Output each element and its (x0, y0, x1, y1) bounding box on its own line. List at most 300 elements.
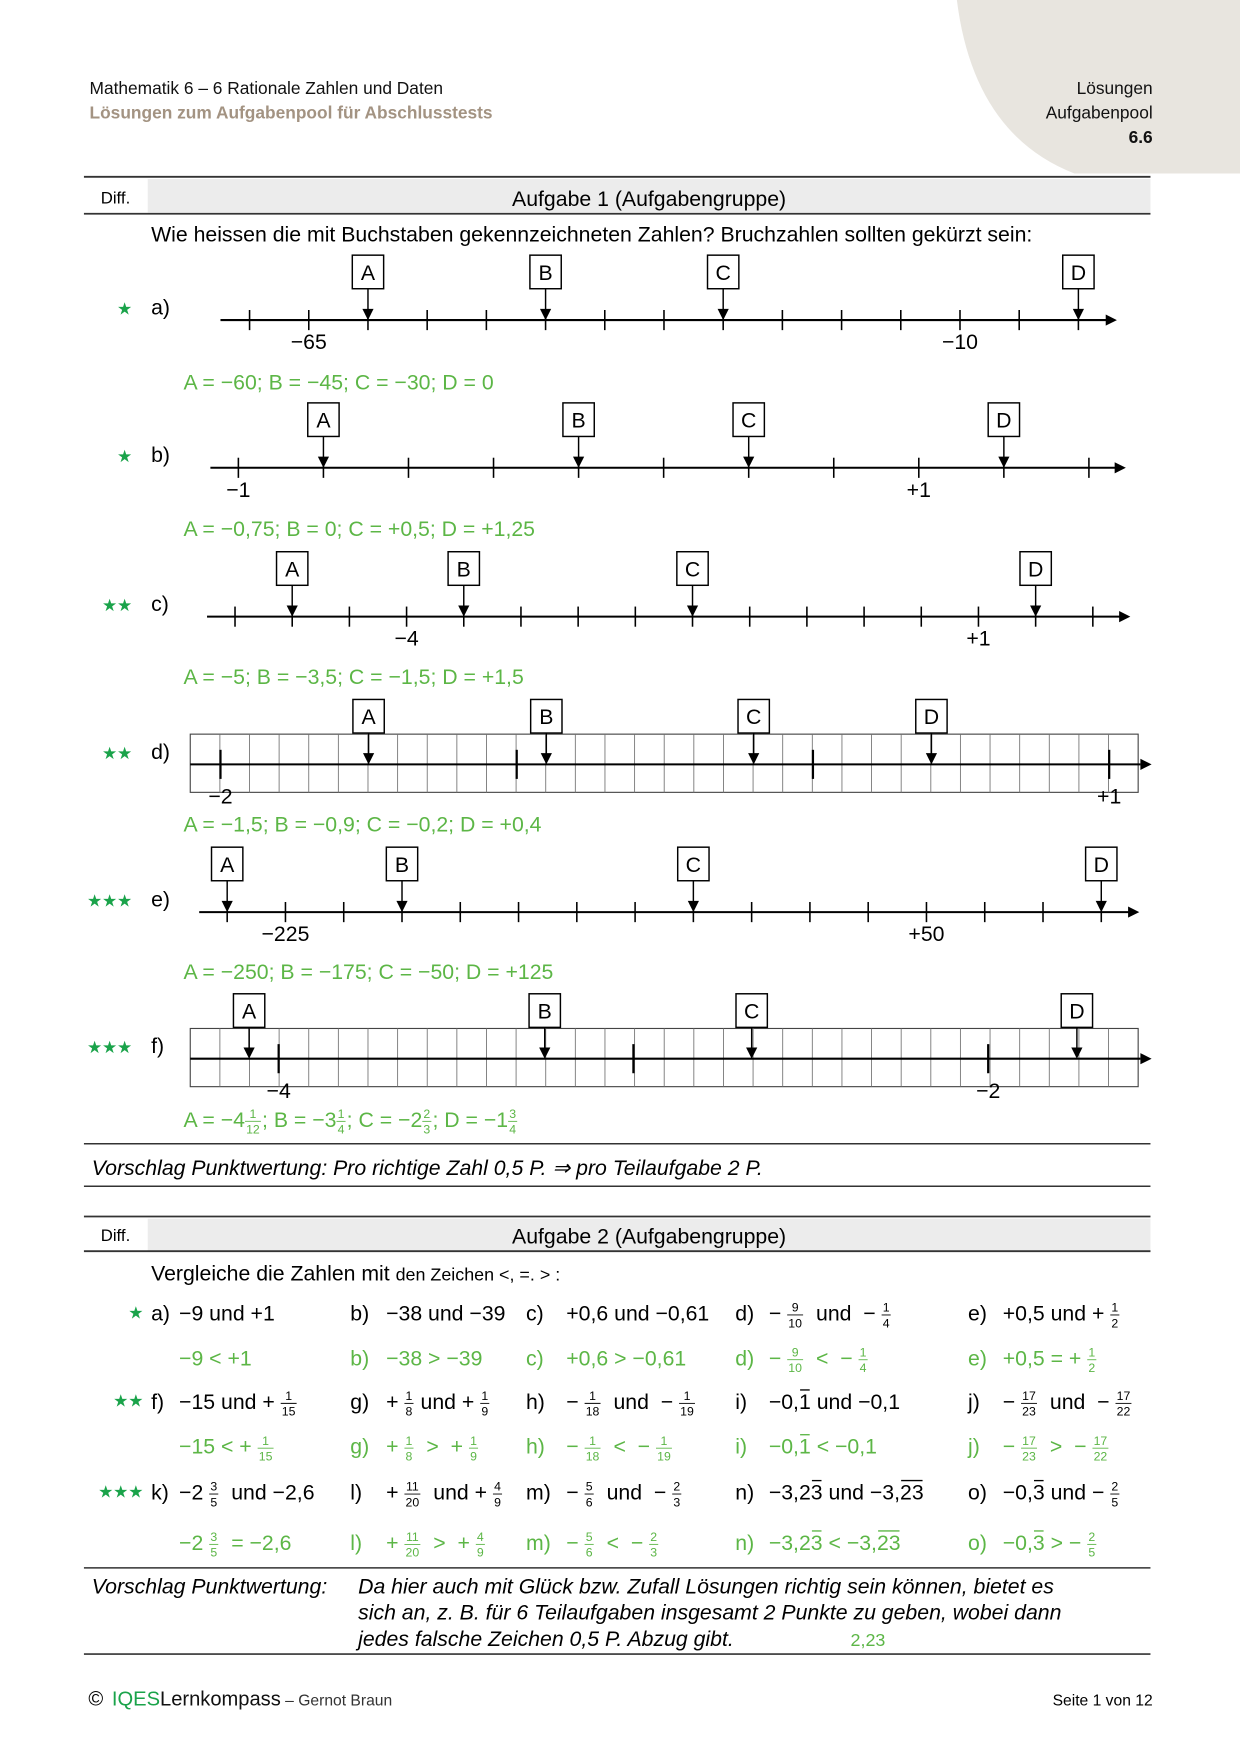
fraction-denominator: 9 (476, 1545, 484, 1560)
arrow-down-icon (539, 1047, 550, 1058)
comparison-answer (735, 1345, 867, 1375)
expr-text: und − (601, 1389, 680, 1414)
answer-text: A = −0,75; B = 0; C = +0,5; D = +1,25 (183, 517, 536, 542)
fraction-numerator: 1 (683, 1389, 691, 1404)
fraction-numerator: 2 (673, 1479, 681, 1494)
difficulty-stars: ★ (117, 299, 133, 319)
marker-letter: C (684, 557, 701, 582)
answer-text: A = −250; B = −175; C = −50; D = +125 (183, 960, 554, 985)
number-line-c (102, 552, 1130, 689)
number-line-a (117, 255, 1117, 394)
fraction-numerator: 1 (405, 1389, 413, 1404)
fraction-denominator: 3 (673, 1495, 681, 1510)
comparison-answer (179, 1346, 252, 1370)
fraction-numerator: 1 (285, 1389, 293, 1404)
expr-text: < −0,1 (810, 1434, 877, 1459)
fraction-denominator: 4 (859, 1361, 867, 1376)
fraction-numerator: 11 (406, 1479, 419, 1494)
fraction-numerator: 17 (1093, 1433, 1108, 1448)
comparison-answer (735, 1435, 877, 1459)
comparison-item (350, 1302, 505, 1326)
answer-text: A = −1,5; B = −0,9; C = −0,2; D = +0,4 (183, 812, 542, 837)
item-label: i) (735, 1434, 748, 1459)
marker-letter: C (741, 408, 757, 433)
task2-question (151, 1261, 560, 1285)
fraction-numerator: 1 (249, 1107, 257, 1122)
expr-text: −0, (768, 1389, 799, 1414)
comparison-answer (735, 1531, 900, 1555)
arrow-down-icon (1030, 605, 1041, 616)
fraction-numerator: 1 (859, 1345, 867, 1360)
arrow-down-icon (1073, 309, 1084, 320)
expr-text: −15 < + (179, 1434, 258, 1459)
fraction-denominator: 9 (494, 1495, 501, 1510)
tick-label: −4 (266, 1078, 291, 1103)
comparison-item (526, 1480, 681, 1510)
arrow-down-icon (687, 605, 698, 616)
expr-text: − (768, 1301, 788, 1326)
tick-label: −2 (208, 784, 233, 809)
difficulty-stars: ★★★ (98, 1482, 144, 1502)
expr-text: −2 (179, 1480, 210, 1505)
comparison-item (151, 1480, 314, 1510)
fraction-denominator: 15 (281, 1404, 296, 1419)
comparison-answer (350, 1346, 482, 1370)
item-label: n) (735, 1480, 755, 1505)
comparison-item (735, 1390, 900, 1414)
marker-letter: D (996, 408, 1012, 433)
arrow-down-icon (1096, 901, 1107, 912)
expr-text: −3,2 (768, 1530, 811, 1555)
item-label: j) (968, 1389, 980, 1414)
fraction-numerator: 2 (1111, 1479, 1119, 1494)
expr-text: −0, (1002, 1530, 1033, 1555)
marker-letter: A (316, 408, 331, 433)
expr-text: −15 und + (179, 1389, 281, 1414)
arrow-head-icon (1106, 314, 1117, 325)
task1-question: Wie heissen die mit Buchstaben gekennzeichneten Zahlen? Bruchzahlen sollten gekürzt sein: (151, 222, 1033, 247)
fraction-numerator: 4 (476, 1530, 484, 1545)
comparison-item (735, 1301, 890, 1331)
difficulty-stars: ★ (128, 1303, 144, 1323)
comparison-item (526, 1389, 695, 1419)
task1-title: Aufgabe 1 (Aufgabengruppe) (512, 186, 787, 211)
expr-text: > + (421, 1530, 476, 1555)
expr-text: > + (414, 1434, 469, 1459)
fraction-numerator: 11 (406, 1530, 419, 1545)
expr-text: − (1002, 1389, 1022, 1414)
subtask-label: a) (151, 295, 170, 320)
fraction-denominator: 4 (882, 1316, 890, 1331)
task1-header (84, 177, 1151, 214)
comparison-answer (350, 1530, 485, 1560)
fraction-denominator: 2 (1111, 1316, 1119, 1331)
arrow-down-icon (541, 753, 552, 764)
repeating-digits: 3 (1032, 1530, 1045, 1555)
expr-text: +0,5 = + (1002, 1346, 1088, 1371)
item-label: c) (525, 1346, 544, 1371)
arrow-down-icon (287, 605, 298, 616)
tick-label: −1 (226, 477, 251, 502)
comparison-answer (968, 1345, 1096, 1375)
expr-text: und −2,6 (219, 1480, 315, 1505)
expr-text: ; B = −3 (262, 1107, 337, 1132)
copyright-icon: © (88, 1688, 104, 1711)
marker-letter: C (715, 260, 731, 285)
comparison-answer (967, 1434, 1108, 1464)
item-label: o) (968, 1480, 987, 1505)
fraction-numerator: 1 (481, 1389, 489, 1404)
marker-letter: C (743, 999, 760, 1024)
fraction-numerator: 1 (262, 1433, 270, 1448)
fraction-numerator: 1 (337, 1107, 345, 1122)
comparison-item (968, 1301, 1119, 1331)
fraction-numerator: 1 (589, 1433, 596, 1448)
tick-label: −10 (941, 330, 979, 355)
marker-letter: A (220, 852, 235, 877)
fraction-numerator: 1 (882, 1300, 890, 1315)
fraction-denominator: 6 (585, 1495, 593, 1510)
comparison-answer (179, 1530, 291, 1560)
repeating-digits: 23 (876, 1530, 901, 1555)
subtask-label: c) (151, 592, 169, 617)
marker-letter: A (285, 557, 300, 582)
arrow-down-icon (222, 901, 233, 912)
expr-text: A = −4 (183, 1107, 245, 1132)
repeating-digits: 1 (798, 1434, 811, 1459)
fraction-denominator: 9 (470, 1449, 477, 1464)
tick-label: −2 (976, 1078, 1001, 1103)
marker-letter: B (537, 999, 552, 1024)
fraction-denominator: 10 (788, 1316, 802, 1331)
expr-text: − (1002, 1434, 1022, 1459)
item-label: m) (525, 1530, 551, 1555)
expr-text: und − (804, 1301, 882, 1326)
scoring-line: Da hier auch mit Glück bzw. Zufall Lösungen richtig sein können, bietet es (358, 1574, 1054, 1599)
expr-text: und −0,1 (810, 1389, 901, 1414)
comparison-item (350, 1389, 489, 1419)
fraction-numerator: 3 (210, 1530, 218, 1545)
fraction-denominator: 18 (585, 1404, 600, 1419)
marker-letter: A (360, 260, 376, 285)
fraction-denominator: 19 (680, 1404, 694, 1419)
arrow-down-icon (688, 901, 699, 912)
item-label: h) (525, 1434, 545, 1459)
expr-text: < − (804, 1346, 859, 1371)
fraction-denominator: 4 (509, 1122, 517, 1137)
number-line-d (102, 699, 1152, 836)
scoring-label: Vorschlag Punktwertung: (91, 1574, 328, 1599)
expr-text: < − (601, 1434, 656, 1459)
item-label: g) (350, 1434, 370, 1459)
expr-text: −9 < +1 (179, 1346, 252, 1371)
fraction-denominator: 19 (657, 1449, 671, 1464)
expr-text: −3,2 (768, 1480, 811, 1505)
expr-text: < − (594, 1530, 650, 1555)
marker-letter: B (456, 557, 471, 582)
arrow-head-icon (1128, 906, 1139, 917)
number-line-b (117, 403, 1126, 541)
fraction-denominator: 8 (405, 1449, 413, 1464)
subtask-label: d) (151, 739, 170, 764)
item-label: f) (151, 1389, 165, 1414)
expr-text: − (566, 1434, 585, 1459)
expr-text: − (768, 1346, 788, 1371)
expr-text: +0,5 und + (1002, 1301, 1111, 1326)
fraction-numerator: 1 (660, 1433, 668, 1448)
comparison-row (113, 1389, 1131, 1463)
fraction-numerator: 1 (1111, 1300, 1119, 1315)
expr-text: − (566, 1530, 585, 1555)
fraction-numerator: 9 (791, 1300, 799, 1315)
subtask-label: f) (151, 1034, 165, 1059)
item-label: b) (350, 1346, 370, 1371)
fraction-numerator: 5 (585, 1530, 593, 1545)
comparison-item (151, 1302, 275, 1326)
scoring-line: jedes falsche Zeichen 0,5 P. Abzug gibt. (358, 1627, 734, 1652)
marker-letter: C (685, 852, 702, 877)
fraction-numerator: 1 (1088, 1345, 1096, 1360)
expr-text: und −3, (822, 1480, 901, 1505)
arrow-down-icon (540, 309, 551, 320)
expr-text: − (566, 1480, 585, 1505)
fraction-denominator: 9 (481, 1404, 489, 1419)
expr-text: > − (1044, 1530, 1088, 1555)
tick-label: −225 (261, 922, 310, 947)
task1-scoring: Vorschlag Punktwertung: Pro richtige Zahl 0,5 P. ⇒ pro Teilaufgabe 2 P. (91, 1156, 763, 1181)
page-number: Seite 1 von 12 (1052, 1692, 1153, 1710)
brand-logo: IQESLernkompass – Gernot Braun (111, 1688, 393, 1711)
question-small: den Zeichen <, =. > : (395, 1264, 561, 1285)
item-label: m) (525, 1480, 551, 1505)
task2-title: Aufgabe 2 (Aufgabengruppe) (512, 1224, 787, 1249)
expr-text: und + (421, 1480, 493, 1505)
marker-letter: B (538, 260, 553, 285)
marker-letter: A (361, 705, 376, 730)
fraction-numerator: 3 (509, 1107, 517, 1122)
difficulty-stars: ★★ (113, 1391, 144, 1411)
fraction-denominator: 20 (405, 1495, 420, 1510)
number-line-f (87, 994, 1152, 1137)
fraction-numerator: 5 (585, 1479, 593, 1494)
difficulty-stars: ★★★ (86, 1038, 133, 1058)
subtask-label: e) (151, 887, 170, 912)
expr-text: −9 und +1 (179, 1301, 275, 1326)
repeating-digits: 3 (810, 1480, 823, 1505)
arrow-down-icon (743, 457, 754, 468)
fraction-numerator: 1 (405, 1433, 413, 1448)
expr-text: ; C = −2 (346, 1107, 423, 1132)
arrow-down-icon (363, 753, 374, 764)
expr-text: und − (1044, 1480, 1111, 1505)
fraction-denominator: 20 (405, 1545, 420, 1560)
expr-text: −38 und −39 (386, 1301, 506, 1326)
arrow-down-icon (318, 457, 329, 468)
expr-text: −0, (768, 1434, 799, 1459)
item-label: l) (350, 1530, 363, 1555)
difficulty-stars: ★★ (101, 743, 133, 763)
comparison-answer (526, 1346, 686, 1370)
fraction-numerator: 17 (1116, 1389, 1131, 1404)
item-label: g) (350, 1389, 370, 1414)
item-label: i) (735, 1389, 748, 1414)
header-right-2: Aufgabenpool (1045, 102, 1153, 123)
arrow-head-icon (1119, 611, 1130, 622)
item-label: b) (350, 1301, 370, 1326)
comparison-answer (179, 1434, 274, 1464)
comparison-item (526, 1302, 709, 1326)
arrow-down-icon (362, 309, 373, 320)
answer-text (184, 1107, 518, 1137)
tick-label: +1 (1097, 784, 1122, 809)
item-label: k) (151, 1480, 169, 1505)
marker-letter: C (746, 705, 762, 730)
arrow-down-icon (748, 753, 759, 764)
expr-text: +0,6 > −0,61 (566, 1346, 687, 1371)
arrow-head-icon (1140, 1053, 1151, 1064)
item-label: e) (968, 1301, 987, 1326)
arrow-down-icon (718, 309, 729, 320)
item-label: a) (151, 1301, 170, 1326)
arrow-down-icon (396, 901, 407, 912)
marker-letter: A (242, 999, 257, 1024)
fraction-numerator: 2 (650, 1530, 658, 1545)
expr-text: + (386, 1434, 405, 1459)
fraction-denominator: 12 (246, 1122, 260, 1137)
expr-text: > − (1038, 1434, 1093, 1459)
comparison-item (968, 1480, 1119, 1510)
repeating-digits: 3 (1032, 1480, 1045, 1505)
item-label: d) (735, 1346, 755, 1371)
number-line-e (87, 847, 1139, 984)
expr-text: und − (594, 1480, 673, 1505)
comparison-item (967, 1389, 1131, 1419)
fraction-numerator: 17 (1022, 1389, 1036, 1404)
expr-text: = −2,6 (219, 1530, 292, 1555)
difficulty-stars: ★★★ (86, 891, 133, 911)
expr-text: + (386, 1530, 405, 1555)
arrow-down-icon (573, 457, 584, 468)
course-title: Mathematik 6 – 6 Rationale Zahlen und Daten (89, 78, 444, 99)
fraction-denominator: 3 (423, 1122, 431, 1137)
answer-text: A = −5; B = −3,5; C = −1,5; D = +1,5 (183, 664, 524, 689)
item-label: l) (350, 1480, 363, 1505)
difficulty-stars: ★ (117, 447, 133, 467)
fraction-denominator: 22 (1093, 1449, 1108, 1464)
fraction-numerator: 4 (494, 1479, 501, 1494)
header-right-1: Lösungen (1076, 78, 1153, 99)
fraction-denominator: 15 (258, 1449, 273, 1464)
fraction-denominator: 5 (1088, 1545, 1096, 1560)
expr-text: ; D = −1 (432, 1107, 509, 1132)
fraction-denominator: 5 (210, 1545, 218, 1560)
arrow-head-icon (1115, 462, 1126, 473)
marker-letter: B (571, 408, 586, 433)
expr-text: − (566, 1389, 585, 1414)
fraction-denominator: 10 (788, 1361, 802, 1376)
fraction-numerator: 3 (210, 1479, 218, 1494)
expr-text: < −3, (822, 1530, 877, 1555)
fraction-denominator: 18 (585, 1449, 600, 1464)
comparison-item (350, 1480, 502, 1510)
arrow-down-icon (244, 1047, 255, 1058)
item-label: c) (525, 1301, 544, 1326)
expr-text: + (386, 1389, 405, 1414)
expr-text: −2 (179, 1530, 210, 1555)
repeating-digits: 23 (900, 1480, 924, 1505)
comparison-item (151, 1389, 297, 1419)
arrow-down-icon (926, 753, 937, 764)
tick-label: +50 (908, 922, 945, 947)
repeating-digits: 3 (810, 1530, 823, 1555)
scoring-line: sich an, z. B. für 6 Teilaufgaben insgesamt 2 Punkte zu geben, wobei dann (358, 1600, 1062, 1625)
marker-letter: D (1069, 999, 1085, 1024)
fraction-denominator: 23 (1022, 1404, 1036, 1419)
diff-label: Diff. (100, 188, 131, 208)
comparison-item (735, 1481, 923, 1505)
fraction-numerator: 2 (423, 1107, 431, 1122)
fraction-numerator: 17 (1022, 1433, 1036, 1448)
header-right-3: 6.6 (1128, 127, 1153, 148)
tick-label: −65 (290, 330, 327, 355)
fraction-denominator: 23 (1022, 1449, 1036, 1464)
expr-text: und + (414, 1389, 481, 1414)
page-footer (88, 1689, 1152, 1711)
marker-letter: B (539, 705, 554, 730)
diff-label: Diff. (100, 1226, 131, 1246)
expr-text: und − (1038, 1389, 1116, 1414)
comparison-answer (526, 1530, 658, 1560)
arrow-down-icon (458, 605, 469, 616)
marker-letter: D (923, 705, 940, 730)
difficulty-stars: ★★ (101, 596, 133, 616)
marker-letter: B (394, 852, 410, 877)
task2-header (84, 1216, 1151, 1251)
expr-text: + (386, 1480, 405, 1505)
expr-text: −38 > −39 (386, 1346, 483, 1371)
repeating-digits: 1 (798, 1389, 811, 1414)
comparison-answer (526, 1434, 672, 1464)
expr-text: +0,6 und −0,61 (566, 1301, 710, 1326)
fraction-denominator: 3 (650, 1545, 658, 1560)
expr-text: −0, (1002, 1480, 1033, 1505)
marker-letter: D (1027, 557, 1044, 582)
fraction-numerator: 1 (589, 1389, 596, 1404)
header-subtitle: Lösungen zum Aufgabenpool für Abschlusstests (89, 102, 493, 123)
number-lines (87, 255, 1152, 1137)
item-label: o) (968, 1530, 987, 1555)
comparison-grid (98, 1301, 1131, 1560)
item-label: n) (735, 1530, 755, 1555)
fraction-numerator: 1 (470, 1433, 477, 1448)
arrow-down-icon (1071, 1047, 1082, 1058)
tick-label: +1 (966, 626, 991, 651)
fraction-denominator: 4 (337, 1122, 345, 1137)
comparison-row (128, 1301, 1119, 1375)
answer-text: A = −60; B = −45; C = −30; D = 0 (183, 370, 494, 395)
task2-scoring (92, 1575, 1062, 1652)
question-main: Vergleiche die Zahlen mit (151, 1261, 396, 1286)
arrow-down-icon (998, 457, 1009, 468)
stray-text: 2,23 (850, 1630, 886, 1651)
item-label: e) (968, 1346, 987, 1371)
fraction-denominator: 5 (210, 1495, 218, 1510)
arrow-down-icon (746, 1047, 757, 1058)
item-label: j) (968, 1434, 980, 1459)
marker-letter: D (1093, 852, 1109, 877)
marker-letter: D (1070, 260, 1087, 285)
fraction-denominator: 6 (585, 1545, 593, 1560)
